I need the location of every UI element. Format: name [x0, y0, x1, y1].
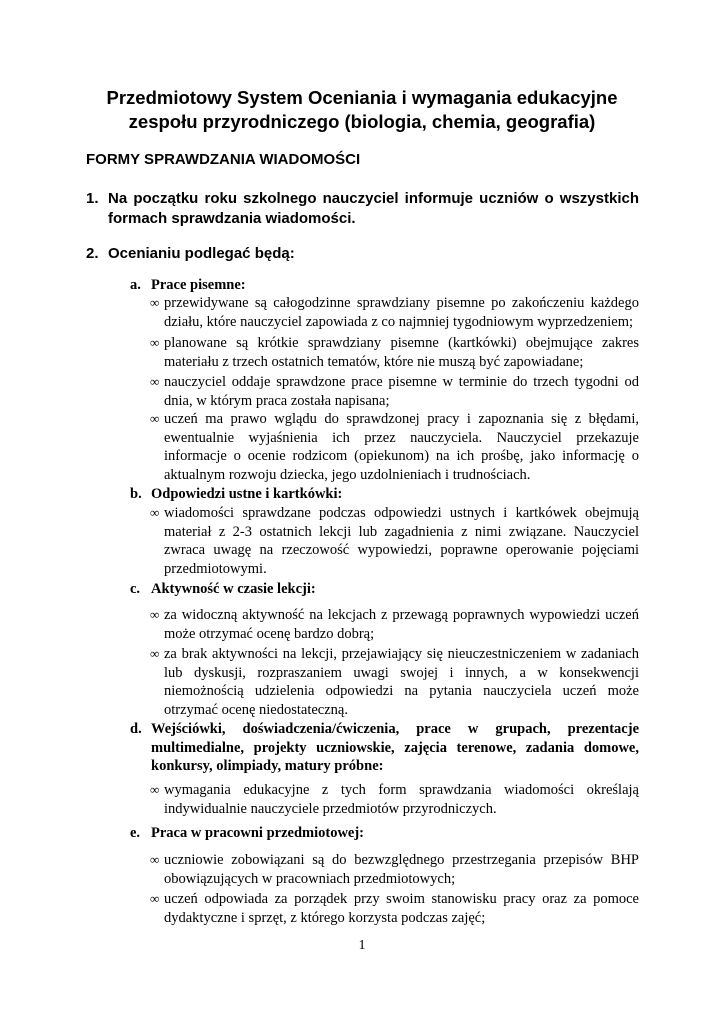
title-line-1: Przedmiotowy System Oceniania i wymagania edukacyjne — [106, 87, 618, 108]
infinity-bullet-icon: ∞ — [150, 852, 160, 867]
infinity-bullet-icon: ∞ — [150, 295, 160, 310]
subsection-c-bullet-1 — [150, 606, 639, 643]
bullet-text: uczeń ma prawo wglądu do sprawdzonej pracy i zapoznania się z błędami, ewentualnie wyjaśnienia ich przez nauczyciela. Nauczyciel przekazuje informacje o ocenie rodzicom (opiekunom) na ich prośbę, jako informację o aktualnym rozwoju dziecka, jego uzdolnieniach i trudnościach. — [164, 411, 639, 483]
subsection-a-title: Prace pisemne: — [151, 277, 246, 293]
subsection-a-bullet-4 — [150, 410, 639, 484]
subsection-d-letter: d. — [130, 721, 142, 737]
bullet-text: wiadomości sprawdzane podczas odpowiedzi ustnych i kartkówek obejmują materiał z 2-3 ostatnich lekcji lub zagadnienia z nimi związane. Nauczyciel zwraca uwagę na rzeczowość wypowiedzi, poprawne operowanie pojęciami przedmiotowymi. — [164, 505, 639, 577]
subsection-a-bullet-1 — [150, 294, 639, 331]
subsection-c-heading — [130, 580, 639, 599]
point-1-number: 1. — [86, 190, 99, 207]
subsection-d-bullet-1 — [150, 781, 639, 818]
infinity-bullet-icon: ∞ — [150, 891, 160, 906]
infinity-bullet-icon: ∞ — [150, 646, 160, 661]
bullet-text: za brak aktywności na lekcji, przejawiający się nieuczestniczeniem w zadaniach lub dyskusji, rozpraszaniem uwagi swojej i innych, a w konsekwencji niemożnością udzielenia odpowiedzi na pytania nauczyciela uczeń może otrzymać ocenę niedostateczną. — [164, 646, 639, 718]
point-1 — [86, 189, 639, 229]
bullet-text: nauczyciel oddaje sprawdzone prace pisemne w terminie do trzech tygodni od dnia, w którym praca została napisana; — [164, 374, 639, 409]
bullet-text: uczeń odpowiada za porządek przy swoim stanowisku pracy oraz za pomoce dydaktyczne i sprzęt, z którego korzysta podczas zajęć; — [164, 891, 639, 926]
subsection-a-letter: a. — [130, 277, 141, 293]
subsection-e-title: Praca w pracowni przedmiotowej: — [151, 825, 365, 841]
title-line-2: zespołu przyrodniczego (biologia, chemia, geografia) — [128, 111, 596, 132]
infinity-bullet-icon: ∞ — [150, 335, 160, 350]
infinity-bullet-icon: ∞ — [150, 411, 160, 426]
subsection-e-bullet-2 — [150, 890, 639, 927]
subsection-e-bullet-1 — [150, 851, 639, 888]
subsection-b-letter: b. — [130, 486, 142, 502]
subsection-b-bullet-1 — [150, 504, 639, 578]
point-1-text: Na początku roku szkolnego nauczyciel informuje uczniów o wszystkich formach sprawdzania wiadomości. — [108, 190, 639, 227]
bullet-text: wymagania edukacyjne z tych form sprawdzania wiadomości określają indywidualnie nauczyciele przedmiotów przyrodniczych. — [164, 782, 639, 817]
subsection-e-letter: e. — [130, 825, 141, 841]
subsection-d-title: Wejściówki, doświadczenia/ćwiczenia, prace w grupach, prezentacje multimedialne, projekty uczniowskie, zajęcia terenowe, zadania domowe, konkursy, olimpiady, matury próbne: — [151, 721, 639, 774]
subsection-b-title: Odpowiedzi ustne i kartkówki: — [151, 486, 343, 502]
section-heading: FORMY SPRAWDZANIA WIADOMOŚCI — [86, 151, 361, 168]
page-number: 1 — [358, 938, 366, 953]
point-2 — [86, 244, 639, 264]
bullet-text: przewidywane są całogodzinne sprawdziany pisemne po zakończeniu każdego działu, które nauczyciel zapowiada z co najmniej tygodniowym wyprzedzeniem; — [164, 295, 639, 330]
point-2-text: Ocenianiu podlegać będą: — [108, 245, 295, 262]
point-2-number: 2. — [86, 245, 99, 262]
subsection-d-heading — [130, 720, 639, 776]
subsection-c-title: Aktywność w czasie lekcji: — [151, 581, 316, 597]
document-title — [0, 86, 724, 134]
subsection-c-letter: c. — [130, 581, 141, 597]
bullet-text: planowane są krótkie sprawdziany pisemne (kartkówki) obejmujące zakres materiału z trzech ostatnich tematów, które nie muszą być zapowiadane; — [164, 335, 639, 370]
infinity-bullet-icon: ∞ — [150, 782, 160, 797]
subsection-e-heading — [130, 824, 639, 843]
subsection-a-bullet-2 — [150, 334, 639, 371]
infinity-bullet-icon: ∞ — [150, 607, 160, 622]
subsection-a-heading — [130, 276, 639, 295]
bullet-text: za widoczną aktywność na lekcjach z przewagą poprawnych wypowiedzi uczeń może otrzymać ocenę bardzo dobrą; — [164, 607, 639, 642]
subsection-b-heading — [130, 485, 639, 504]
bullet-text: uczniowie zobowiązani są do bezwzględnego przestrzegania przepisów BHP obowiązujących w pracowniach przedmiotowych; — [164, 852, 639, 887]
subsection-a-bullet-3 — [150, 373, 639, 410]
infinity-bullet-icon: ∞ — [150, 374, 160, 389]
subsection-c-bullet-2 — [150, 645, 639, 719]
infinity-bullet-icon: ∞ — [150, 505, 160, 520]
